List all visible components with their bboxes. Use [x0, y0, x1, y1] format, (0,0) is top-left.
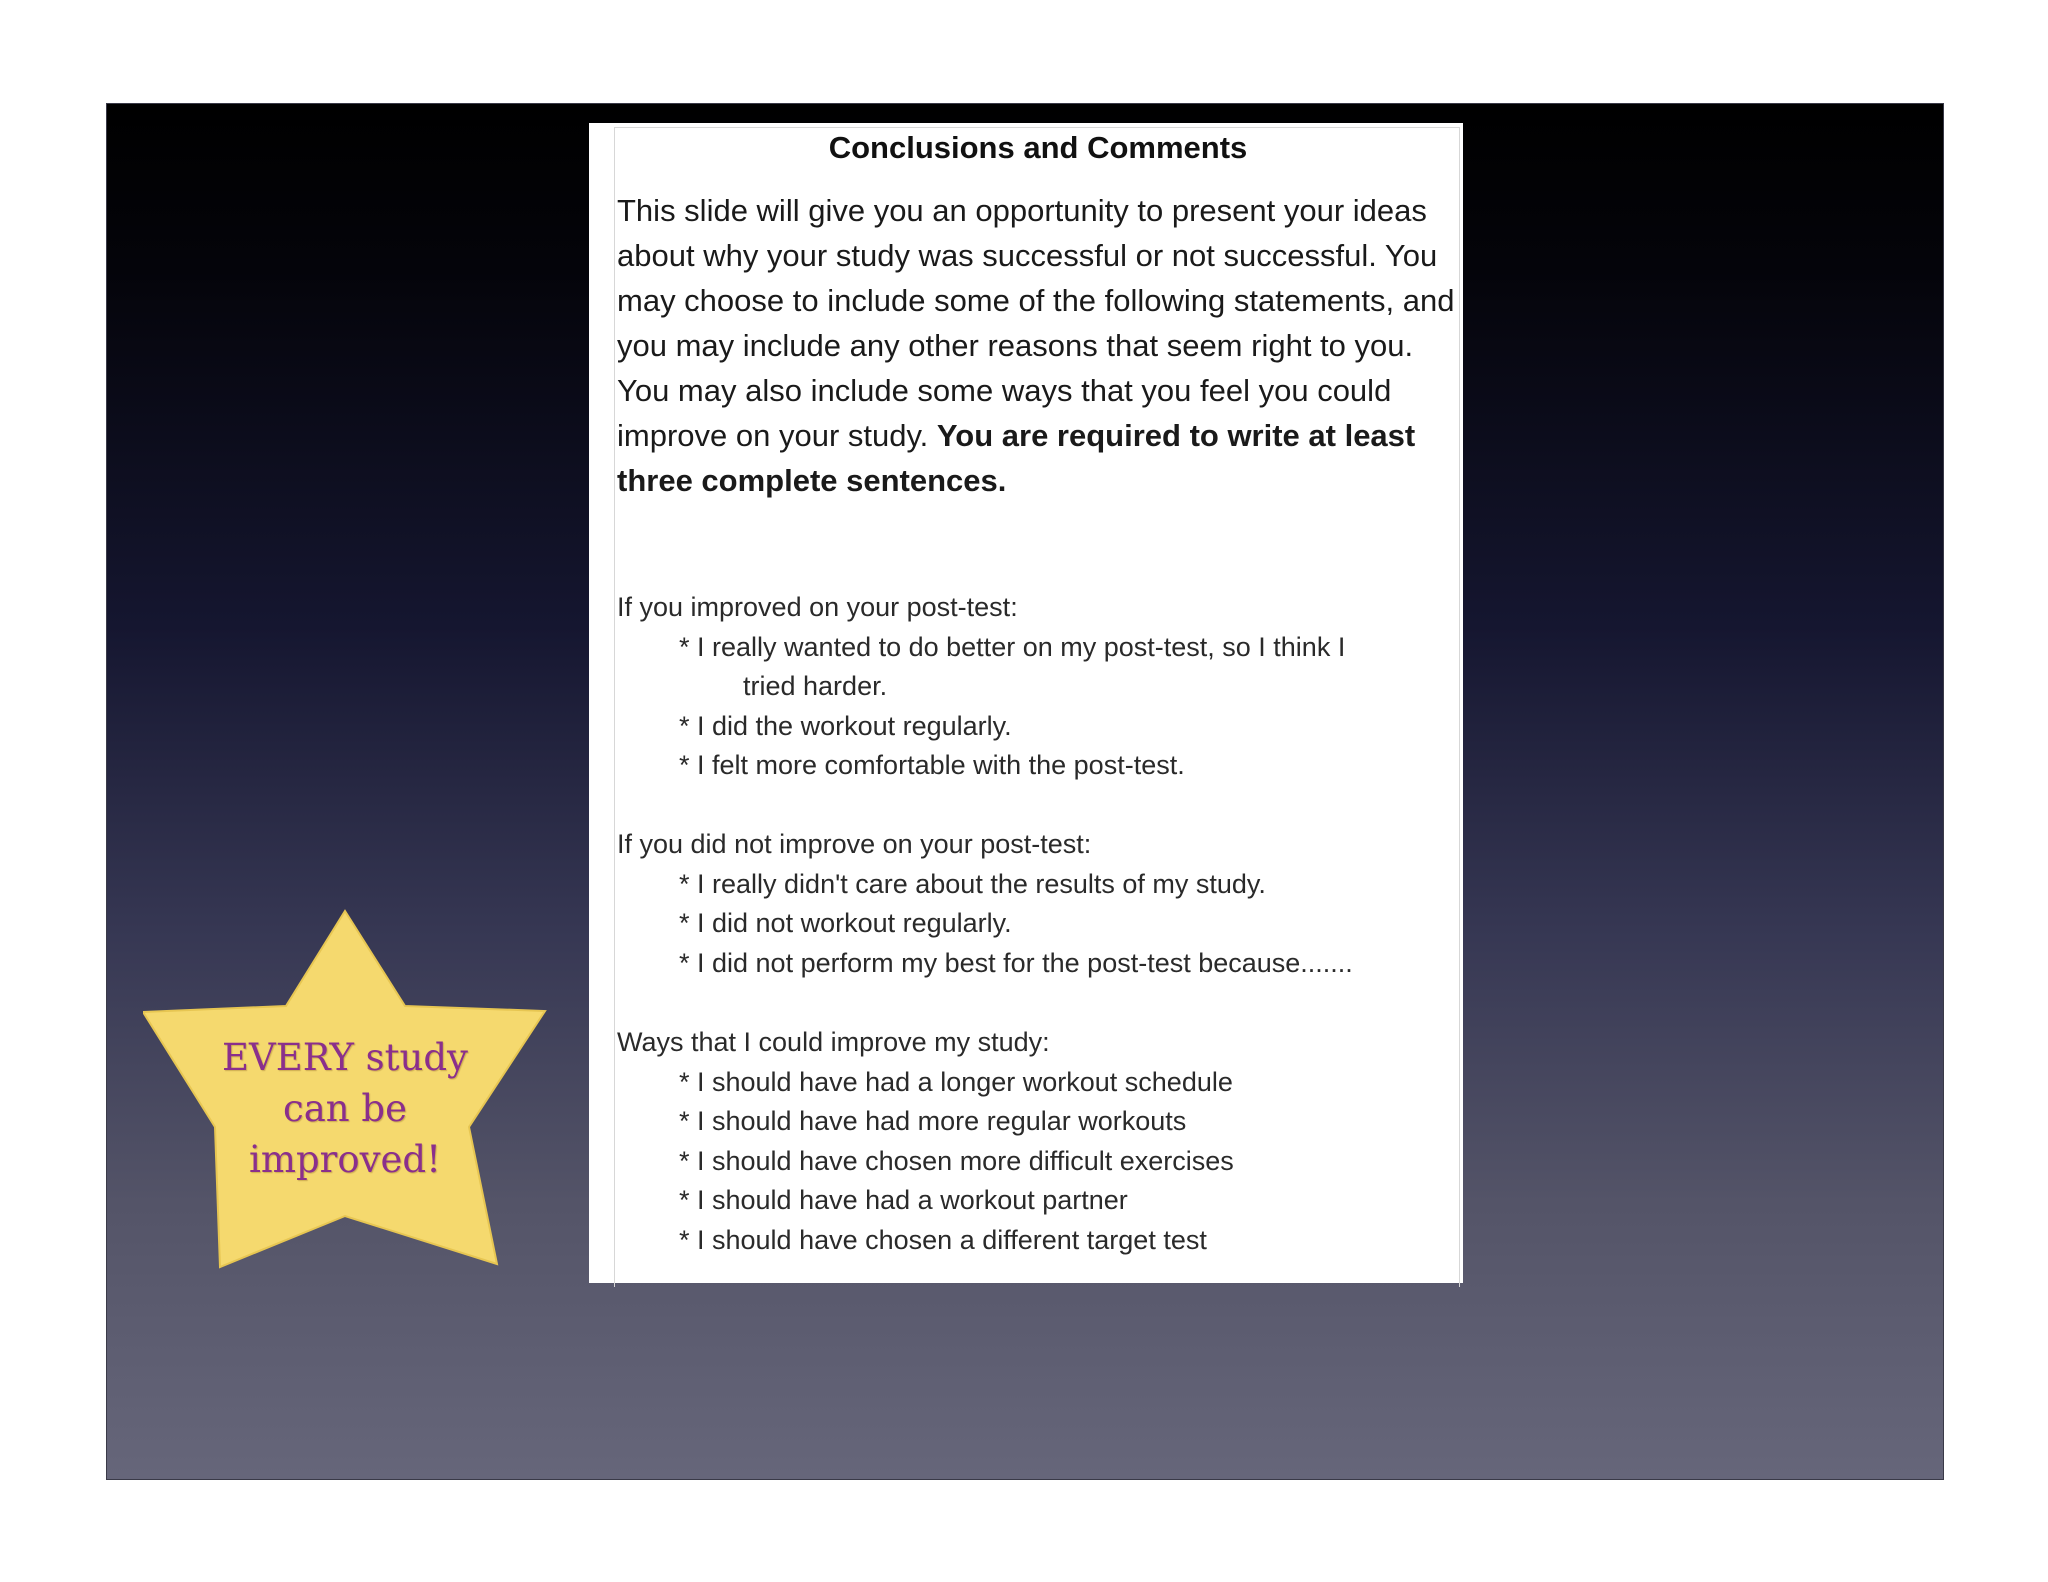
section-improved: [617, 588, 1459, 786]
intro-paragraph: [617, 188, 1459, 503]
list-item: * I really didn't care about the results of my study.: [679, 868, 1266, 899]
star-line-1: EVERY study: [222, 1036, 468, 1079]
list-item: [617, 628, 1459, 707]
list-item-continuation: tried harder.: [743, 671, 888, 701]
section-heading: If you did not improve on your post-test:: [617, 829, 1092, 859]
list-item: * I should have had more regular workouts: [679, 1106, 1187, 1136]
star-text: [143, 1032, 547, 1185]
list-item: * I should have had a workout partner: [679, 1185, 1128, 1215]
section-not-improved: [617, 825, 1459, 983]
section-heading: Ways that I could improve my study:: [617, 1027, 1050, 1057]
star-callout: [143, 909, 547, 1269]
star-line-3: improved!: [249, 1138, 441, 1181]
list-item: * I felt more comfortable with the post-test.: [679, 750, 1185, 780]
intro-text: This slide will give you an opportunity to present your ideas about why your study was successful or not successful. You may choose to include some of the following statements, and you may include any other reasons that seem right to you. You may also include some ways that you feel you could improve on your study.: [617, 193, 1455, 453]
star-line-2: can be: [283, 1087, 407, 1130]
intro-requirement: You are required to write at least three complete sentences.: [617, 418, 1416, 498]
document-page: [614, 127, 1460, 1287]
list-item: * I did the workout regularly.: [679, 710, 1012, 741]
list-item: * I should have had a longer workout schedule: [679, 1066, 1233, 1097]
section-heading: If you improved on your post-test:: [617, 592, 1018, 622]
list-item: * I should have chosen more difficult exercises: [679, 1145, 1234, 1176]
document-image: [589, 123, 1463, 1283]
slide: [106, 103, 1944, 1480]
list-item: * I did not workout regularly.: [679, 908, 1012, 938]
list-item-text: * I really wanted to do better on my post-test, so I think I: [679, 631, 1346, 662]
section-ways-to-improve: [617, 1023, 1459, 1260]
list-item: * I should have chosen a different target test: [679, 1224, 1207, 1255]
document-title: Conclusions and Comments: [828, 130, 1248, 165]
list-item: * I did not perform my best for the post-test because.......: [679, 947, 1353, 978]
